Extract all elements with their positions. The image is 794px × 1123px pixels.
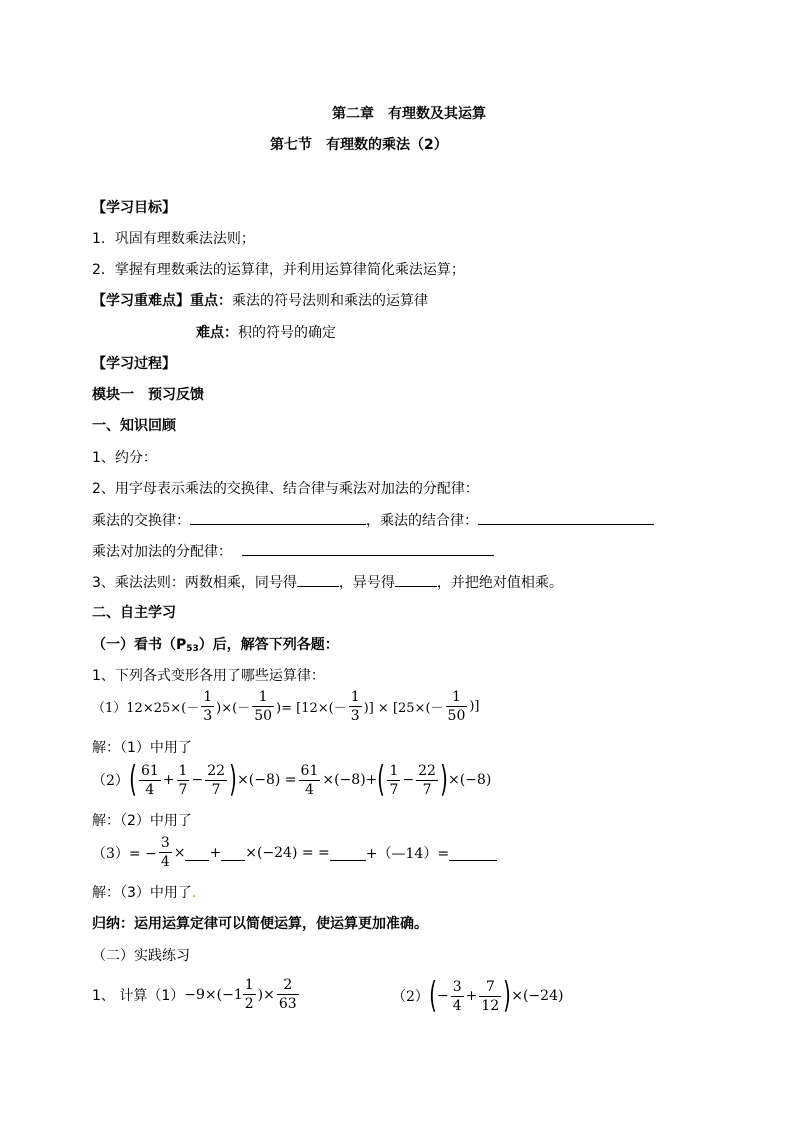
practice-heading: （二）实践练习 <box>92 948 190 964</box>
ex2-frac-a: $\frac{61}{4}$ <box>140 762 159 798</box>
read-book-line <box>92 634 339 654</box>
answer-2: 解：（2）中用了 <box>92 813 192 829</box>
answer-3-dot: . <box>191 885 197 901</box>
ex1-frac-4: $\frac{1}{50}$ <box>447 689 466 724</box>
answer-3 <box>92 882 196 902</box>
q3-rule <box>92 571 563 592</box>
practice-2: （2）(− $\frac{3}{4}$ + $\frac{7}{12}$ )×(−24) <box>392 975 564 1016</box>
commutative-label: 乘法的交换律： <box>92 513 190 529</box>
focus-heading: 【学习重难点】 <box>92 293 190 309</box>
goal-item-1: 1．巩固有理数乘法法则； <box>92 231 255 247</box>
left-paren-2: ( <box>377 759 386 800</box>
key-text: 乘法的符号法则和乘法的运算律 <box>232 293 428 309</box>
ex2-label: （2） <box>92 773 129 789</box>
summary: 归纳：运用运算定律可以简便运算，使运算更加准确。 <box>92 916 428 932</box>
ex2-frac-c: $\frac{22}{7}$ <box>207 762 226 798</box>
practice-q1-label: 1、 计算（1） <box>92 987 185 1004</box>
ex2-frac-c2: $\frac{22}{7}$ <box>418 762 436 798</box>
ex1-label: （1） <box>92 701 127 716</box>
process-heading: 【学习过程】 <box>92 356 176 372</box>
right-paren-2: ) <box>440 759 448 800</box>
answer-3-text: 解：（3）中用了 <box>92 885 192 901</box>
ex3-blank-4[interactable] <box>449 845 497 861</box>
ex3-label: （3）= − <box>92 845 157 862</box>
key-label: 重点： <box>190 293 232 309</box>
focus-line <box>92 290 428 310</box>
diff-sign-blank[interactable] <box>395 571 437 587</box>
chapter-title: 第二章 有理数及其运算 <box>332 106 486 122</box>
p2-frac-a: $\frac{3}{4}$ <box>452 978 462 1014</box>
q3-text-a: 3、乘法法则：两数相乘，同号得 <box>92 575 297 591</box>
example-3: （3）= − $\frac{3}{4}$ × + ×(−24) = = +（—14）= <box>92 834 497 871</box>
difficulty-line <box>196 322 336 342</box>
distributive-line <box>92 540 494 561</box>
ex1-mid-3: )] × [25×(－ <box>363 701 444 716</box>
laws-line <box>92 509 654 530</box>
goals-heading: 【学习目标】 <box>92 200 176 216</box>
ex3-blank-2[interactable] <box>221 845 245 861</box>
p2-left-paren: ( <box>429 975 437 1016</box>
ex2-frac-b: $\frac{1}{7}$ <box>178 762 188 798</box>
ex1-lhs: 12×25×(－ <box>126 701 200 716</box>
associative-label: ，乘法的结合律： <box>366 513 478 529</box>
ex3-blank-3[interactable] <box>330 845 366 861</box>
ex1-frac-2: $\frac{1}{50}$ <box>254 689 273 724</box>
q1-reduce: 1、约分： <box>92 450 157 466</box>
ex1-end: )] <box>469 699 480 714</box>
example-1 <box>92 688 480 725</box>
p2-frac-b: $\frac{7}{12}$ <box>481 978 500 1014</box>
left-paren: ( <box>129 759 137 800</box>
laws-question: 1、下列各式变形各用了哪些运算律： <box>92 668 325 684</box>
ex3-frac: $\frac{3}{4}$ <box>160 835 170 870</box>
example-2: （2）( $\frac{61}{4}$ + $\frac{1}{7}$ − $\frac{22}{7}$ )×(−8) = $\frac{61}{4}$ ×(−8)+( $\frac{1}{7}$ − $\frac{22}{7}$ )×(−8) <box>92 759 492 800</box>
part1-heading: 一、知识回顾 <box>92 418 176 434</box>
ex1-frac-3: $\frac{1}{3}$ <box>350 689 360 724</box>
p2-right-paren: ) <box>503 975 512 1016</box>
commutative-blank[interactable] <box>190 509 366 525</box>
ex1-mid-1: )×(－ <box>216 701 251 716</box>
module-heading: 模块一 预习反馈 <box>92 387 204 403</box>
p1-mixed-frac: $\frac{1}{2}$ <box>244 977 254 1012</box>
associative-blank[interactable] <box>478 509 654 525</box>
p1-frac: $\frac{2}{63}$ <box>278 977 297 1012</box>
goal-item-2: 2．掌握有理数乘法的运算律，并利用运算律简化乘法运算； <box>92 262 465 278</box>
ex1-mid-2: )= [12×(－ <box>276 701 347 716</box>
answer-1: 解：（1）中用了 <box>92 740 192 756</box>
q3-text-c: ，并把绝对值相乘。 <box>436 575 563 591</box>
read-book-b: ）后，解答下列各题： <box>198 637 339 653</box>
difficulty-label: 难点： <box>196 325 238 341</box>
distributive-blank[interactable] <box>242 540 494 556</box>
ex3-blank-1[interactable] <box>185 845 209 861</box>
practice-q2-label: （2） <box>392 989 429 1005</box>
read-book-a: （一）看书（P <box>92 637 187 653</box>
difficulty-text: 积的符号的确定 <box>238 325 336 341</box>
ex1-frac-1: $\frac{1}{3}$ <box>203 689 213 724</box>
q3-text-b: ，异号得 <box>338 575 395 591</box>
distributive-label: 乘法对加法的分配律： <box>92 544 232 560</box>
right-paren: ) <box>229 759 237 800</box>
section-title: 第七节 有理数的乘法（2） <box>270 137 448 153</box>
ex2-frac-b2: $\frac{1}{7}$ <box>389 762 399 798</box>
same-sign-blank[interactable] <box>297 571 339 587</box>
q2-laws: 2、用字母表示乘法的交换律、结合律与乘法对加法的分配律： <box>92 481 479 497</box>
page-ref: 53 <box>186 644 199 654</box>
ex2-frac-a2: $\frac{61}{4}$ <box>300 762 319 798</box>
self-study-heading: 二、自主学习 <box>92 605 176 621</box>
practice-1: 1、 计算（1）−9×(−1 $\frac{1}{2}$ )× $\frac{2}{63}$ <box>92 977 297 1012</box>
